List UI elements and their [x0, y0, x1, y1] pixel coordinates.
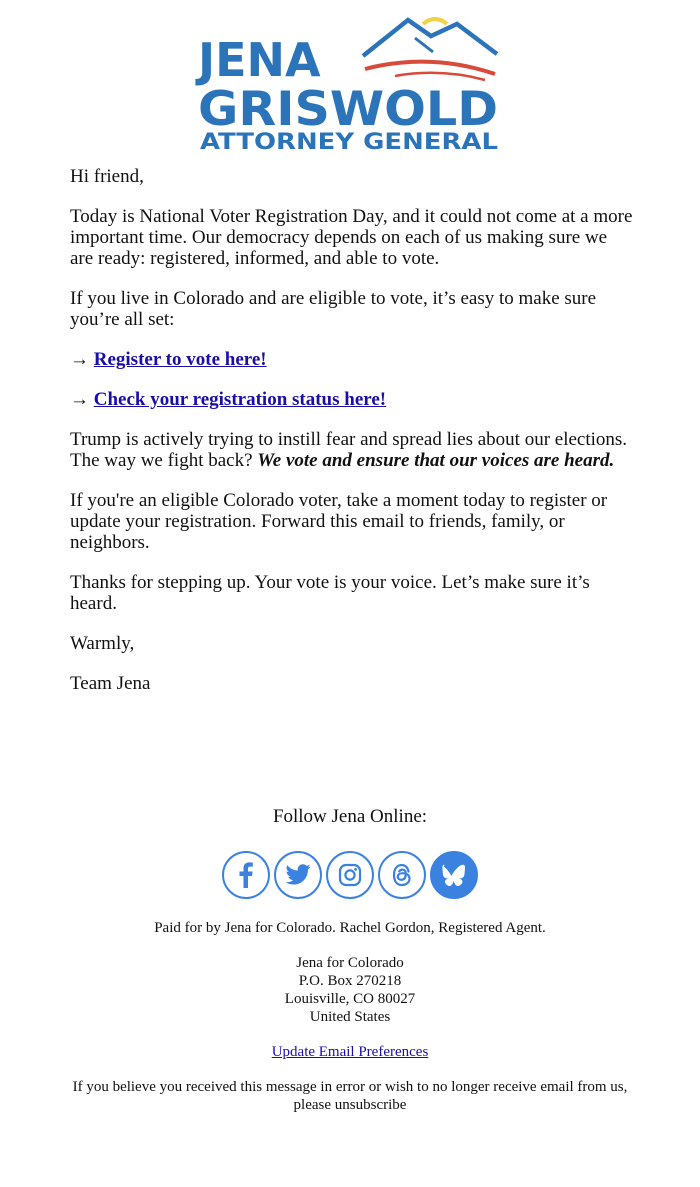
logo-graphic [195, 14, 505, 154]
threads-link[interactable] [378, 851, 426, 899]
check-status-line [70, 389, 635, 410]
address-line-3: Louisville, CO 80027 [284, 991, 416, 1007]
email-body [70, 166, 635, 713]
logo-line-3: ATTORNEY GENERAL [200, 130, 498, 154]
paragraph-intro: Today is National Voter Registration Day, and it could not come at a more important time. Our democracy depends on each of us making sure we are ready: registered, informed, and able to vote. [70, 206, 633, 269]
paid-for-notice: Paid for by Jena for Colorado. Rachel Gordon, Registered Agent. [154, 920, 546, 936]
bluesky-link[interactable] [430, 851, 478, 899]
twitter-icon [285, 864, 311, 886]
closing: Warmly, [70, 633, 135, 654]
logo-line-1: JENA [198, 33, 321, 87]
follow-heading: Follow Jena Online: [272, 806, 428, 827]
check-status-link[interactable]: Check your registration status here! [93, 389, 387, 410]
logo-line-2: GRISWOLD [198, 82, 499, 137]
update-preferences-link[interactable]: Update Email Preferences [271, 1044, 429, 1060]
register-link[interactable]: Register to vote here! [93, 349, 267, 370]
preferences-line [0, 1043, 700, 1061]
social-links [0, 849, 700, 903]
arrow-icon: → [70, 349, 89, 370]
address-line-2: P.O. Box 270218 [298, 973, 402, 989]
twitter-link[interactable] [274, 851, 322, 899]
paragraph-trump-emphasis: We vote and ensure that our voices are heard. [257, 450, 615, 471]
greeting: Hi friend, [70, 166, 144, 187]
paragraph-trump-text: Trump is actively trying to instill fear and spread lies about our elections. The way we fight back? [70, 429, 628, 471]
unsubscribe-notice: If you believe you received this message in error or wish to no longer receive email from us, please unsubscribe [72, 1079, 628, 1113]
sun-icon [423, 19, 447, 24]
paragraph-thanks: Thanks for stepping up. Your vote is your voice. Let’s make sure it’s heard. [70, 572, 590, 614]
paragraph-eligibility: If you live in Colorado and are eligible to vote, it’s easy to make sure you’re all set: [70, 288, 597, 330]
register-line [70, 349, 635, 370]
address-line-4: United States [309, 1009, 391, 1025]
paragraph-action: If you're an eligible Colorado voter, take a moment today to register or update your registration. Forward this email to friends, family, or neighbors. [70, 490, 608, 553]
arrow-icon: → [70, 389, 89, 410]
address-line-1: Jena for Colorado [296, 955, 404, 971]
instagram-icon [338, 863, 362, 887]
email-footer [0, 806, 700, 1114]
mailing-address [0, 954, 700, 1026]
facebook-icon [235, 862, 257, 888]
campaign-logo [0, 14, 700, 154]
facebook-link[interactable] [222, 851, 270, 899]
bluesky-icon [440, 863, 468, 887]
signature: Team Jena [70, 673, 151, 694]
instagram-link[interactable] [326, 851, 374, 899]
paragraph-trump [70, 429, 635, 471]
threads-icon [390, 862, 414, 888]
